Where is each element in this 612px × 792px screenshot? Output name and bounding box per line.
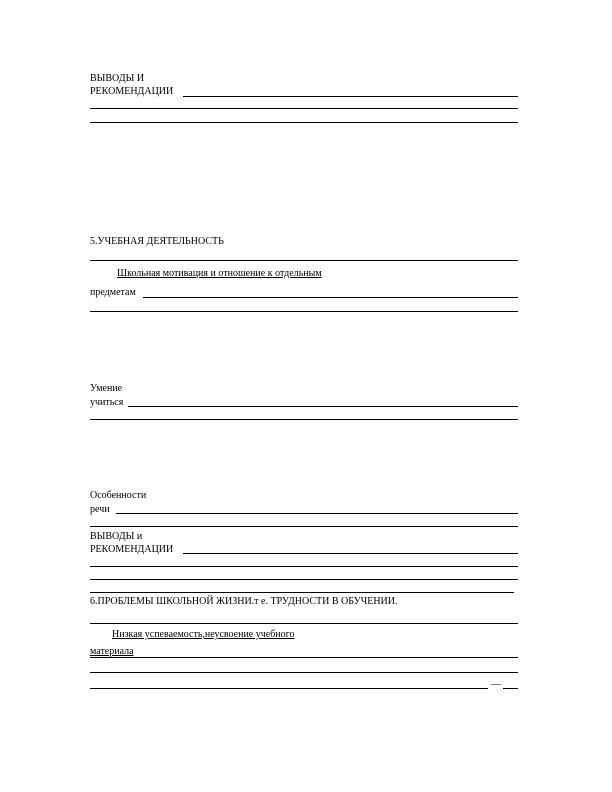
answer-line[interactable] xyxy=(128,406,518,407)
learning-skill-label-line2: учиться xyxy=(90,397,124,408)
answer-line[interactable] xyxy=(116,513,518,514)
section-heading-5: 5.УЧЕБНАЯ ДЕЯТЕЛЬНОСТЬ xyxy=(90,236,224,247)
learning-skill-label-line1: Умение xyxy=(90,383,123,394)
conclusions-label-line2: РЕКОМЕНДАЦИИ xyxy=(90,544,174,555)
answer-line[interactable] xyxy=(90,623,518,624)
low-progress-label-line2: материала xyxy=(90,646,134,657)
low-progress-label-text: Низкая успеваемость,неусвоение учебного xyxy=(112,629,295,640)
answer-line[interactable] xyxy=(143,297,518,298)
conclusions-label-line2: РЕКОМЕНДАЦИИ xyxy=(90,86,174,97)
answer-line[interactable] xyxy=(90,108,518,109)
answer-line[interactable] xyxy=(90,311,518,312)
motivation-label-text: Школьная мотивация и отношение к отдельным xyxy=(117,268,322,279)
answer-line[interactable] xyxy=(183,96,518,97)
speech-label-line1: Особенности xyxy=(90,490,147,501)
conclusions-label-line1: ВЫВОДЫ и xyxy=(90,531,143,542)
answer-line[interactable] xyxy=(90,122,518,123)
motivation-label-line2: предметам xyxy=(90,287,136,298)
answer-line[interactable] xyxy=(90,419,518,420)
answer-line[interactable] xyxy=(90,526,518,527)
answer-line[interactable] xyxy=(183,553,518,554)
answer-line[interactable] xyxy=(503,688,518,689)
section-heading-6: 6.ПРОБЛЕМЫ ШКОЛЬНОЙ ЖИЗНИ.т е. ТРУДНОСТИ В ОБУЧЕНИИ. xyxy=(90,596,398,607)
conclusions-label-line1: ВЫВОДЫ И xyxy=(90,73,145,84)
speech-label-line2: речи xyxy=(90,504,110,515)
answer-line[interactable] xyxy=(90,260,518,261)
trailing-dash: — xyxy=(491,679,501,690)
low-progress-label-line1 xyxy=(90,629,295,641)
answer-line[interactable] xyxy=(90,579,518,580)
motivation-label-line1 xyxy=(90,268,322,280)
answer-line[interactable] xyxy=(90,688,488,689)
answer-line[interactable] xyxy=(90,657,518,658)
answer-line[interactable] xyxy=(90,566,518,567)
answer-line[interactable] xyxy=(90,592,514,593)
answer-line[interactable] xyxy=(90,672,518,673)
